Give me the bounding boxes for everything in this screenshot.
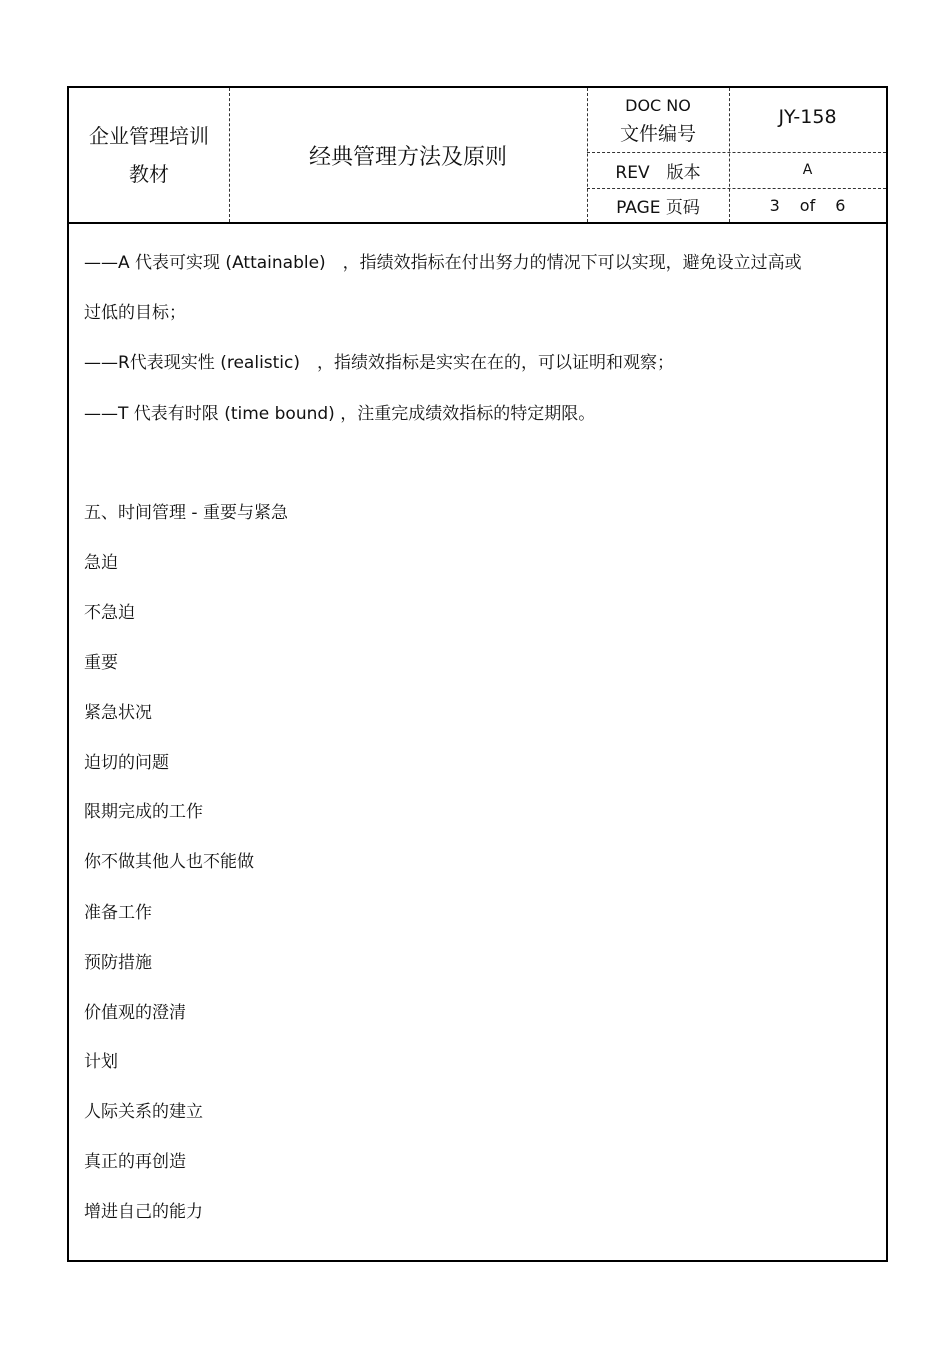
body-line: ——T 代表有时限 (time bound) ，注重完成绩效指标的特定期限。 — [84, 404, 596, 424]
body-line: ——A 代表可实现 (Attainable) ，指绩效指标在付出努力的情况下可以实现，避免设立过高或 — [84, 253, 802, 273]
body-line: 计划 — [84, 1052, 118, 1072]
company-cell — [69, 88, 229, 222]
body-line: 不急迫 — [84, 603, 135, 623]
document-header-table — [69, 88, 886, 224]
body-line: 你不做其他人也不能做 — [84, 852, 254, 872]
page-label: PAGE 页码 — [616, 197, 700, 218]
body-line: 迫切的问题 — [84, 753, 169, 773]
docno-label-zh: 文件编号 — [619, 123, 696, 145]
docno-label-en: DOC NO — [625, 96, 691, 115]
page-number — [729, 188, 886, 222]
body-line: 急迫 — [84, 553, 118, 573]
body-line: 限期完成的工作 — [84, 802, 203, 822]
body-line: 增进自己的能力 — [84, 1202, 203, 1222]
page-total: 6 — [835, 195, 846, 215]
body-line: 价值观的澄清 — [84, 1003, 186, 1023]
body-line: 预防措施 — [84, 953, 152, 973]
document-page — [67, 86, 888, 1262]
body-line: 紧急状况 — [84, 703, 152, 723]
page-of: of — [799, 195, 816, 215]
rev-value: A — [802, 162, 813, 178]
body-line: 过低的目标； — [84, 303, 186, 323]
document-title: 经典管理方法及原则 — [308, 144, 507, 170]
company-line-1: 企业管理培训 — [89, 124, 209, 148]
company-line-2: 教材 — [129, 162, 169, 186]
body-line: 准备工作 — [84, 903, 152, 923]
rev-label: REV 版本 — [615, 162, 701, 183]
body-line: 重要 — [84, 653, 118, 673]
docno-label-cell — [587, 88, 729, 152]
section-heading: 五、时间管理 - 重要与紧急 — [84, 503, 288, 523]
page-current: 3 — [769, 195, 780, 215]
docno-value: JY-158 — [778, 106, 837, 128]
body-line: 人际关系的建立 — [84, 1102, 203, 1122]
body-line: 真正的再创造 — [84, 1152, 186, 1172]
body-line: ——R代表现实性 (realistic) ，指绩效指标是实实在在的，可以证明和观察； — [84, 353, 675, 373]
